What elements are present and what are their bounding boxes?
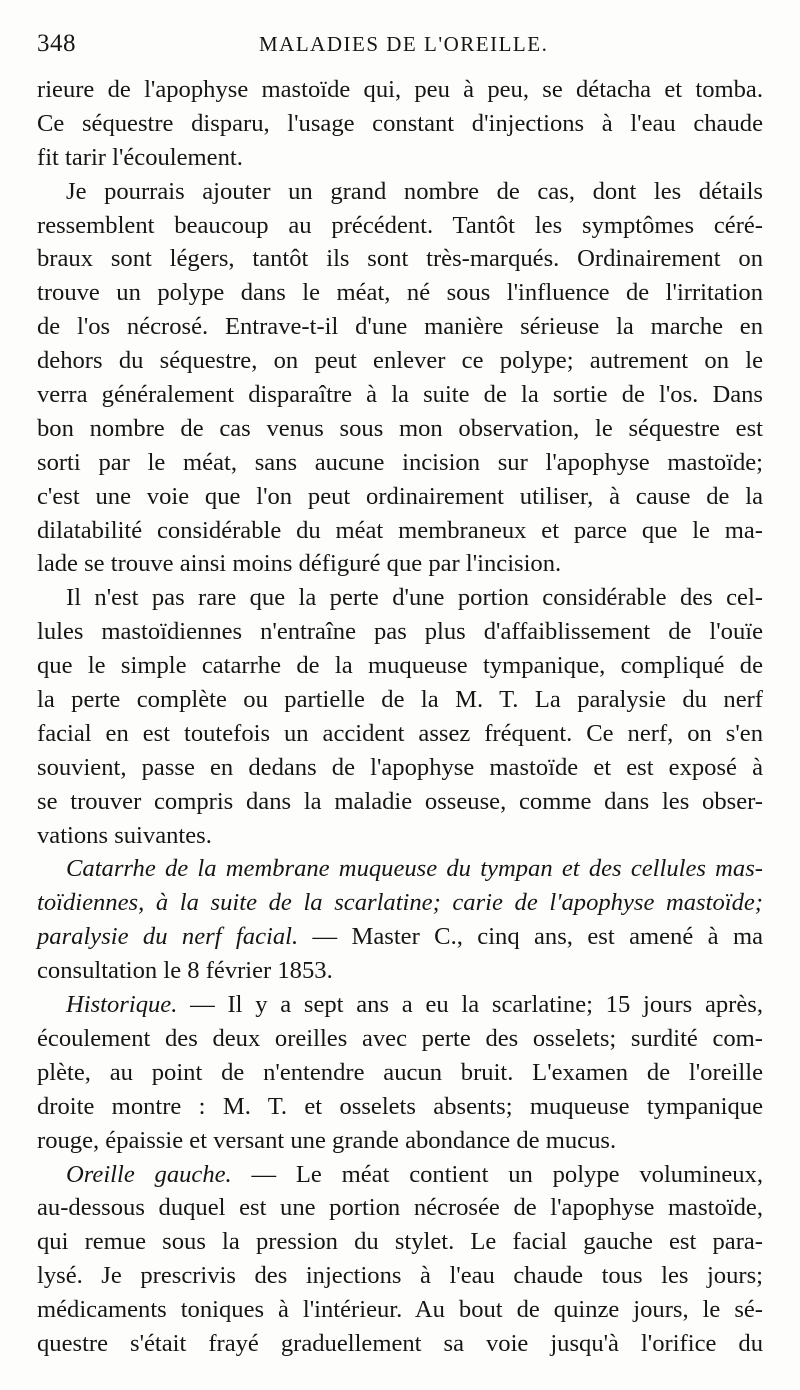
text-line [37,649,763,683]
text-segment: sorti par le méat, sans aucune incision sur l'apophyse mastoïde; [37,448,763,476]
text-segment: fit tarir l'écoulement. [37,143,243,171]
text-line [37,1090,763,1124]
text-line [37,344,763,378]
text-line [37,514,763,548]
text-line [37,412,763,446]
text-line [37,751,763,785]
text-line [37,1124,763,1158]
text-segment: droite montre : M. T. et osselets absents; muqueuse tympanique [37,1092,763,1120]
text-line [37,378,763,412]
text-segment: — Master C., cinq ans, est amené à ma [298,923,763,951]
page-number: 348 [37,30,76,57]
text-segment: plète, au point de n'entendre aucun bruit. L'examen de l'oreille [37,1058,763,1086]
text-segment: médicaments toniques à l'intérieur. Au bout de quinze jours, le sé- [37,1296,763,1324]
text-segment: dehors du séquestre, on peut enlever ce polype; autrement on le [37,347,763,375]
text-line [37,1225,763,1259]
text-line [37,73,763,107]
text-segment: Je pourrais ajouter un grand nombre de cas, dont les détails [66,177,763,205]
text-segment: rieure de l'apophyse mastoïde qui, peu à peu, se détacha et tomba. [37,76,763,103]
italic-text: Historique. [66,991,178,1019]
text-segment: de l'os nécrosé. Entrave-t-il d'une manière sérieuse la marche en [37,313,763,341]
text-line [37,1259,763,1293]
text-segment: rouge, épaissie et versant une grande abondance de mucus. [37,1126,617,1154]
text-segment: écoulement des deux oreilles avec perte des osselets; surdité com- [37,1024,763,1052]
running-header [37,30,763,64]
text-line [37,819,763,853]
text-segment: Il n'est pas rare que la perte d'une portion considérable des cel- [66,584,763,612]
text-segment: consultation le 8 février 1853. [37,957,333,985]
running-title: MALADIES DE L'OREILLE. [259,32,549,56]
text-segment: questre s'était frayé graduellement sa voie jusqu'à l'orifice du [37,1329,763,1357]
text-line [37,1158,763,1192]
text-line [37,581,763,615]
text-segment: qui remue sous la pression du stylet. Le facial gauche est para- [37,1228,763,1256]
italic-text: Oreille gauche. [66,1160,232,1188]
text-segment: au-dessous duquel est une portion nécrosée de l'apophyse mastoïde, [37,1194,763,1222]
text-line [37,683,763,717]
text-line [37,107,763,141]
text-line [37,276,763,310]
italic-text: paralysie du nerf facial. [37,923,299,951]
text-line [37,1056,763,1090]
text-line [37,1327,763,1361]
text-segment: se trouver compris dans la maladie osseuse, comme dans les obser- [37,787,763,815]
text-segment: la perte complète ou partielle de la M. T. La paralysie du nerf [37,686,763,714]
text-segment: c'est une voie que l'on peut ordinairement utiliser, à cause de la [37,482,763,510]
text-segment: trouve un polype dans le méat, né sous l'influence de l'irritation [37,279,763,307]
text-line [37,954,763,988]
text-line [37,242,763,276]
text-line [37,1022,763,1056]
body-text [37,73,763,1361]
text-line [37,446,763,480]
text-segment: verra généralement disparaître à la suite de la sortie de l'os. Dans [37,381,763,409]
text-line [37,175,763,209]
text-segment: facial en est toutefois un accident assez fréquent. Ce nerf, on s'en [37,719,763,747]
italic-text: Catarrhe de la membrane muqueuse du tympan et des cellules mas- [66,855,763,883]
text-segment: dilatabilité considérable du méat membraneux et parce que le ma- [37,516,763,544]
text-segment: ressemblent beaucoup au précédent. Tantôt les symptômes céré- [37,211,763,239]
text-line [37,852,763,886]
text-line [37,615,763,649]
text-line [37,886,763,920]
text-segment: Ce séquestre disparu, l'usage constant d'injections à l'eau chaude [37,109,763,137]
text-line [37,785,763,819]
italic-text: toïdiennes, à la suite de la scarlatine; carie de l'apophyse mastoïde; [37,889,763,917]
text-line [37,988,763,1022]
text-line [37,480,763,514]
text-segment: que le simple catarrhe de la muqueuse tympanique, compliqué de [37,652,763,680]
text-segment: braux sont légers, tantôt ils sont très-marqués. Ordinairement on [37,245,763,273]
text-segment: — Le méat contient un polype volumineux, [231,1160,763,1188]
text-line [37,1191,763,1225]
text-line [37,717,763,751]
text-segment: lade se trouve ainsi moins défiguré que par l'incision. [37,550,562,578]
text-segment: lules mastoïdiennes n'entraîne pas plus d'affaiblissement de l'ouïe [37,618,763,646]
text-segment: vations suivantes. [37,821,212,849]
text-line [37,920,763,954]
text-segment: souvient, passe en dedans de l'apophyse mastoïde et est exposé à [37,753,763,781]
text-line [37,209,763,243]
text-line [37,547,763,581]
text-segment: — Il y a sept ans a eu la scarlatine; 15 jours après, [177,991,763,1019]
text-line [37,310,763,344]
text-line [37,141,763,175]
text-segment: bon nombre de cas venus sous mon observation, le séquestre est [37,414,763,442]
text-segment: lysé. Je prescrivis des injections à l'eau chaude tous les jours; [37,1262,763,1290]
text-line [37,1293,763,1327]
